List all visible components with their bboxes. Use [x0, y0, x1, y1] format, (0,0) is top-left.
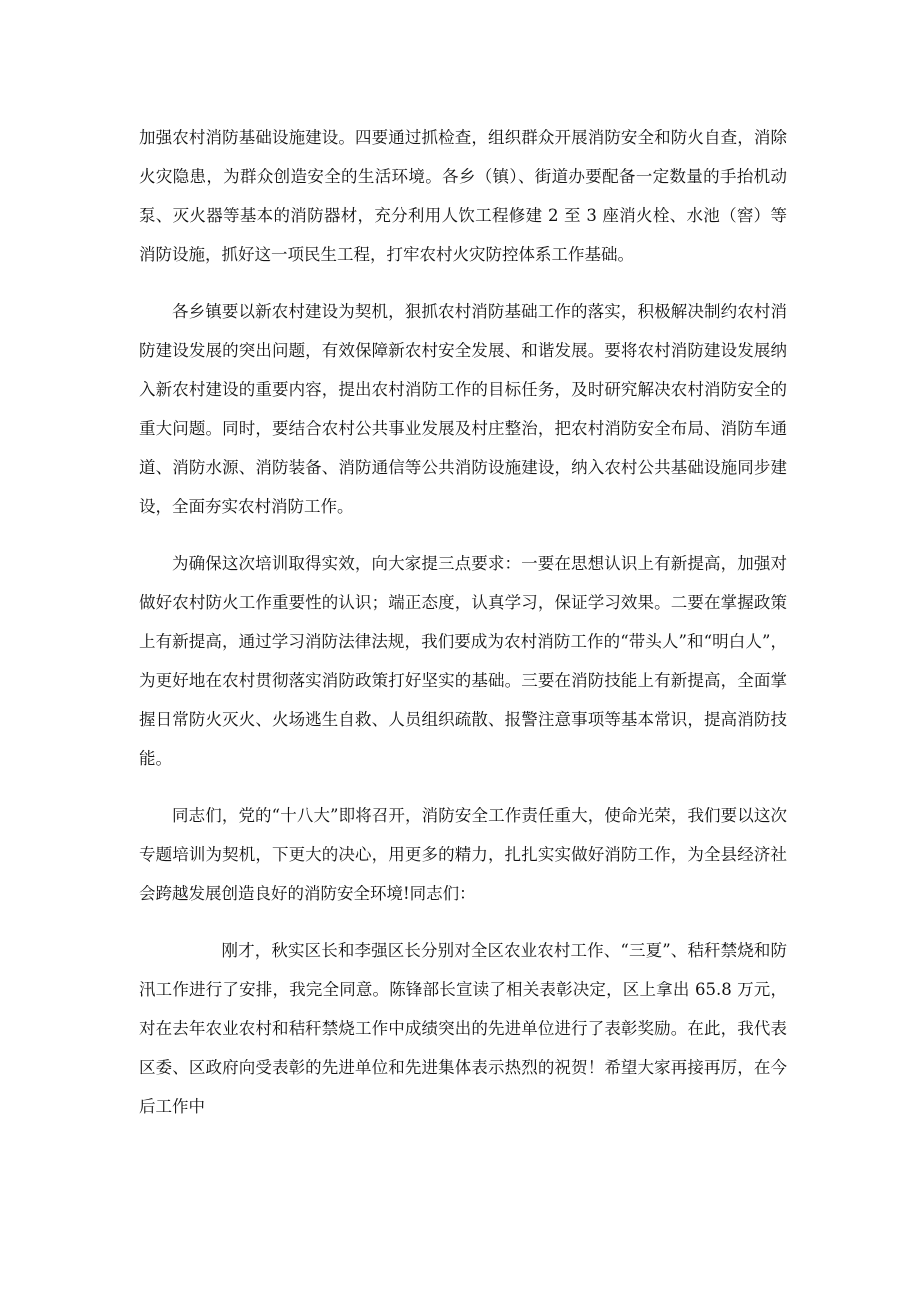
paragraph-2: 各乡镇要以新农村建设为契机，狠抓农村消防基础工作的落实，积极解决制约农村消防建设发展的突出问题，有效保障新农村安全发展、和谐发展。要将农村消防建设发展纳入新农村建设的重要内容，提出农村消防工作的目标任务，及时研究解决农村消防安全的重大问题。同时，要结合农村公共事业发展及村庄整治，把农村消防安全布局、消防车通道、消防水源、消防装备、消防通信等公共消防设施建设，纳入农村公共基础设施同步建设，全面夯实农村消防工作。 — [139, 302, 787, 516]
paragraph-1: 加强农村消防基础设施建设。四要通过抓检查，组织群众开展消防安全和防火自查，消除火灾隐患，为群众创造安全的生活环境。各乡（镇）、街道办要配备一定数量的手抬机动泵、灭火器等基本的消防器材，充分利用人饮工程修建 2 至 3 座消火栓、水池（窖）等消防设施，抓好这一项民生工程，打牢农村火灾防控体系工作基础。 — [139, 128, 787, 264]
paragraph-4: 同志们，党的“十八大”即将召开，消防安全工作责任重大，使命光荣，我们要以这次专题培训为契机，下更大的决心，用更多的精力，扎扎实实做好消防工作，为全县经济社会跨越发展创造良好的消防安全环境!同志们： — [139, 806, 787, 903]
document-body — [139, 118, 787, 1126]
paragraph-5: 刚才，秋实区长和李强区长分别对全区农业农村工作、“三夏”、秸秆禁烧和防汛工作进行了安排，我完全同意。陈锋部长宣读了相关表彰决定，区上拿出 65.8 万元，对在去年农业农村和秸秆禁烧工作中成绩突出的先进单位进行了表彰奖励。在此，我代表区委、区政府向受表彰的先进单位和先进集体表示热烈的祝贺！希望大家再接再厉，在今后工作中 — [139, 941, 787, 1116]
paragraph-3: 为确保这次培训取得实效，向大家提三点要求：一要在思想认识上有新提高，加强对做好农村防火工作重要性的认识；端正态度，认真学习，保证学习效果。二要在掌握政策上有新提高，通过学习消防法律法规，我们要成为农村消防工作的“带头人”和“明白人”，为更好地在农村贯彻落实消防政策打好坚实的基础。三要在消防技能上有新提高，全面掌握日常防火灭火、火场逃生自救、人员组织疏散、报警注意事项等基本常识，提高消防技能。 — [139, 554, 787, 768]
